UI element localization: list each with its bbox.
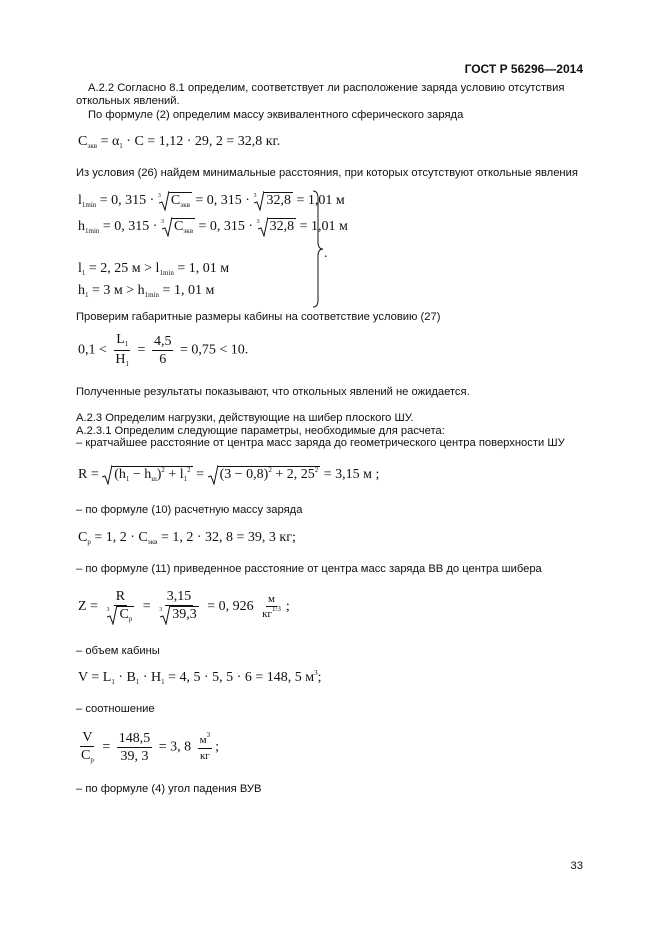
system-right-brace [312,190,324,308]
equation-r: R = $(h_1 - h_ш)^2 + l_1^2$ = $(3 - 0,8)^2 + 2$, $25^2 = 3,15$ м ; [78,466,380,483]
paragraph-a231: А.2.3.1 Определим следующие параметры, необходимые для расчета: [76,425,445,437]
page-number: 33 [570,860,583,872]
paragraph-formula-10: – по формуле (10) расчетную массу заряда [76,504,303,516]
paragraph-result: Полученные результаты показывают, что откольных явлений не ожидается. [76,386,470,398]
paragraph-formula-4: – по формуле (4) угол падения ВУВ [76,783,262,795]
system-end-period: . [324,246,328,261]
equation-volume: $V = L_1 \cdot B_1 \cdot H_1 = 4$, 5 · 5, 5 · 6 = 148, 5 $м^3$; [78,669,322,686]
paragraph-formula-2: По формуле (2) определим массу эквивалентного сферического заряда [88,109,464,121]
paragraph-a22-line1: А.2.2 Согласно 8.1 определим, соответствует ли расположение заряда условию отсутствия [88,82,565,94]
paragraph-ratio: – соотношение [76,703,155,715]
paragraph-a22-line2: откольных явлений. [76,95,180,107]
equation-cp: $C_р = 1$, $2 \cdot C_{экв} = 1$, 2 · 32, 8 = 39, 3 кг; [78,530,296,546]
equation-c-equivalent: $C_{экв} = \alpha_1 \cdot C = 1,12 \cdot 29$, 2 = 32,8 кг. [78,134,281,150]
paragraph-shortest-distance: – кратчайшее расстояние от центра масс заряда до геометрического центра поверхности ШУ [76,437,565,449]
paragraph-check-27: Проверим габаритные размеры кабины на соответствие условию (27) [76,311,441,323]
equation-z: Z = R $^3$ $C_р$ = 3,15 $^3$ 39,3 = 0, 926 $\frac{м}{кг^{1/3}}$ ; [78,589,290,623]
equation-ratio: $\frac{V}{C_р}$ = $\frac{148,5}{39, 3}$ = 3, 8 $\frac{м^3}{кг}$ ; [81,730,220,764]
equation-l1min: $l_{1min} = 0$, 315 · $^3$ $C_{экв} = 0$, 315 · $^3$ 32,8 = 1,01 м [78,193,345,209]
equation-h1min: $h_{1min} = 0$, 315 · $^3$ $C_{экв} = 0$, 315 · $^3$ 32,8 = 1,01 м [78,219,348,235]
equation-h1-compare: $h_1 = 3$ $м > h_{1min} = 1$, 01 м [78,283,215,299]
paragraph-volume: – объем кабины [76,645,160,657]
document-standard-header: ГОСТ Р 56296—2014 [464,62,583,76]
paragraph-formula-11: – по формуле (11) приведенное расстояние от центра масс заряда ВВ до центра шибера [76,563,542,575]
paragraph-condition-26: Из условия (26) найдем минимальные расстояния, при которых отсутствуют откольные явления [76,167,578,179]
paragraph-a23: А.2.3 Определим нагрузки, действующие на шибер плоского ШУ. [76,412,414,424]
equation-27: 0,1 < $\frac{L_1}{H_1}$ = $\frac{4,5}{6}$ = 0,75 < 10. [78,332,249,368]
equation-l1-compare: $l_1 = 2$, 25 $м > l_{1min} = 1$, 01 м [78,261,230,277]
